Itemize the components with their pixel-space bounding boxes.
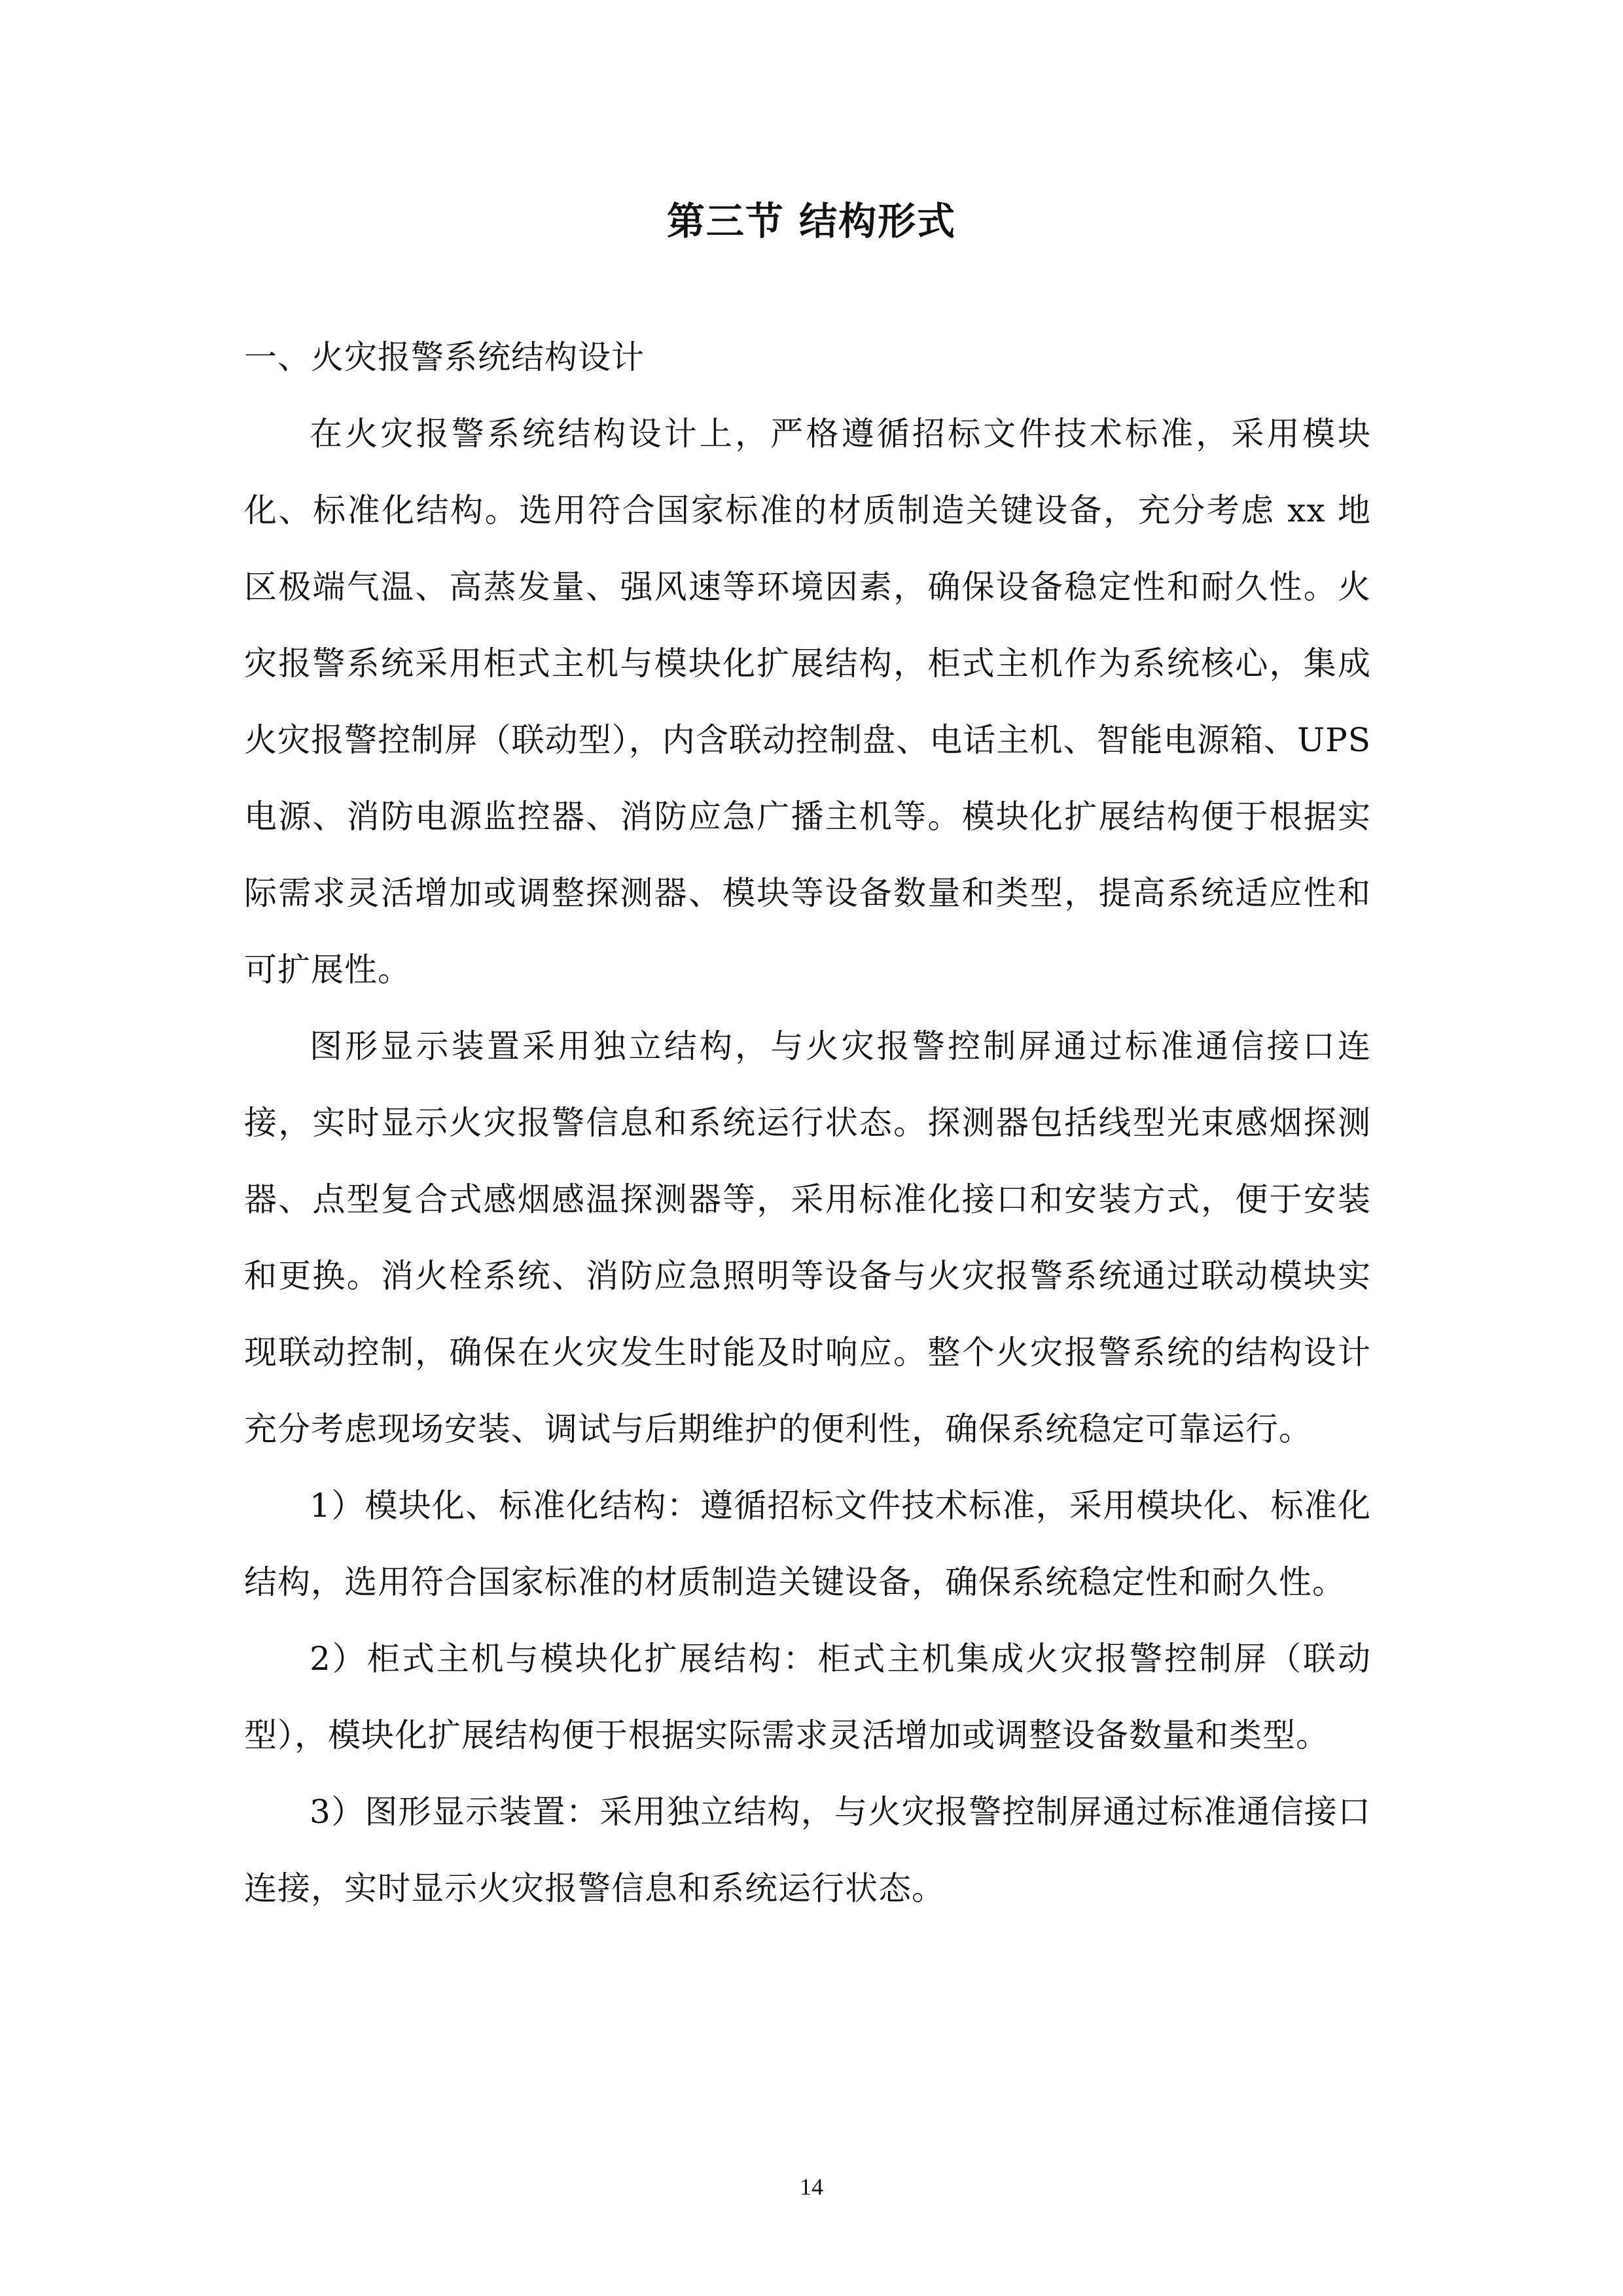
page-number: 14	[800, 2174, 823, 2200]
section-title: 第三节 结构形式	[666, 199, 957, 243]
subsection-heading: 一、火灾报警系统结构设计	[244, 338, 645, 376]
paragraph-graphic-display: 图形显示装置采用独立结构，与火灾报警控制屏通过标准通信接口连接，实时显示火灾报警信息和系统运行状态。探测器包括线型光束感烟探测器、点型复合式感烟感温探测器等，采用标准化接口和安装方式，便于安装和更换。消火栓系统、消防应急照明等设备与火灾报警系统通过联动模块实现联动控制，确保在火灾发生时能及时响应。整个火灾报警系统的结构设计充分考虑现场安装、调试与后期维护的便利性，确保系统稳定可靠运行。	[244, 1027, 1371, 1448]
list-item-graphic-display-device: 3）图形显示装置：采用独立结构，与火灾报警控制屏通过标准通信接口连接，实时显示火灾报警信息和系统运行状态。	[244, 1793, 1371, 1907]
document-body	[244, 319, 1371, 1927]
paragraph-overview: 在火灾报警系统结构设计上，严格遵循招标文件技术标准，采用模块化、标准化结构。选用符合国家标准的材质制造关键设备，充分考虑 xx 地区极端气温、高蒸发量、强风速等环境因素，确保设备稳定性和耐久性。火灾报警系统采用柜式主机与模块化扩展结构，柜式主机作为系统核心，集成火灾报警控制屏（联动型），内含联动控制盘、电话主机、智能电源箱、UPS 电源、消防电源监控器、消防应急广播主机等。模块化扩展结构便于根据实际需求灵活增加或调整探测器、模块等设备数量和类型，提高系统适应性和可扩展性。	[244, 415, 1371, 989]
list-item-cabinet-host: 2）柜式主机与模块化扩展结构：柜式主机集成火灾报警控制屏（联动型），模块化扩展结构便于根据实际需求灵活增加或调整设备数量和类型。	[244, 1640, 1371, 1754]
list-item-modular-structure: 1）模块化、标准化结构：遵循招标文件技术标准，采用模块化、标准化结构，选用符合国家标准的材质制造关键设备，确保系统稳定性和耐久性。	[244, 1487, 1371, 1601]
